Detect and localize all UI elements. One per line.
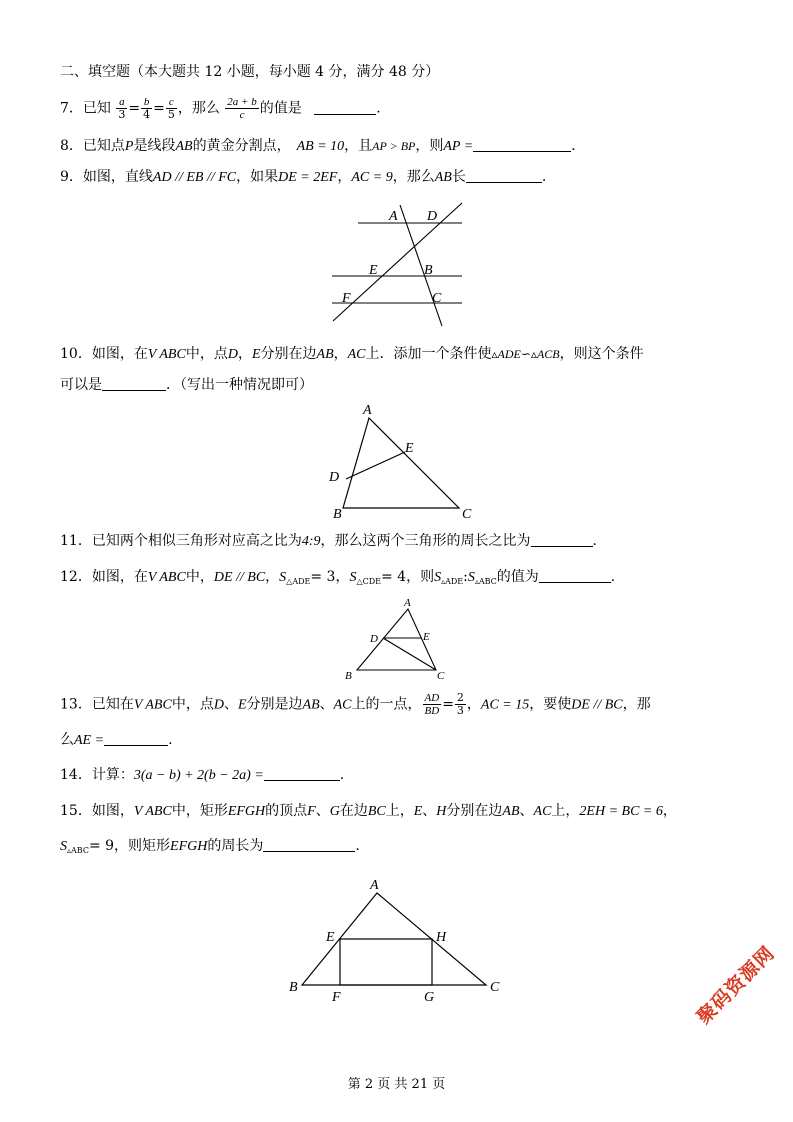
label-e: E	[326, 930, 335, 945]
label-e: E	[423, 631, 430, 643]
question-7: 7．已知 $\frac{a}{3}$ = $\frac{b}{4}$ = $\frac{c}{5}$ ，那么 $\frac{2a + b}{c}$ 的值是 .	[60, 96, 381, 121]
label-b: B	[424, 263, 433, 278]
vector-expression: 3(a − b) + 2(b − 2a) =	[133, 768, 264, 783]
question-12: 12．如图，在V ABC中，DE // BC，$S_{\triangle ADE}= 3$，$S_{\triangle CDE}= 4$，则$S_{▵ADE}:S_{▵ABC}$的值为 .	[60, 569, 616, 586]
section-header: 二、填空题（本大题共 12 小题，每小题 4 分，满分 48 分）	[60, 64, 440, 80]
question-13-cont: 么AE = .	[60, 732, 173, 748]
label-a: A	[389, 209, 398, 224]
question-9: 9．如图，直线AD // EB // FC，如果DE = 2EF，AC = 9，那么AB长 .	[60, 169, 547, 185]
fraction-a-3: $\frac{a}{3}$	[118, 96, 126, 121]
label-f: F	[342, 291, 351, 306]
fraction-b-4: $\frac{b}{4}$	[143, 96, 151, 121]
question-15-cont: $S_{▵ABC}= 9$，则矩形EFGH的周长为 .	[60, 838, 360, 855]
question-11: 11．已知两个相似三角形对应高之比为4:9，那么这两个三角形的周长之比为 .	[60, 533, 597, 549]
question-15: 15．如图，V ABC中，矩形EFGH的顶点F、G在边BC上，E、H分别在边AB、AC上，2EH = BC = 6，	[60, 803, 677, 819]
rectangle-efgh	[340, 939, 432, 985]
label-g: G	[424, 990, 435, 1005]
label-d: D	[370, 633, 378, 645]
label-e: E	[405, 441, 414, 456]
label-a: A	[404, 597, 411, 609]
question-10: 10．如图，在V ABC中，点D，E分别在边AB，AC上．添加一个条件使▵ADE∽▵ACB，则这个条件	[60, 346, 644, 362]
label-f: F	[332, 990, 341, 1005]
question-14: 14．计算：3(a − b) + 2(b − 2a) = .	[60, 767, 345, 783]
fraction-c-5: $\frac{c}{5}$	[167, 96, 175, 121]
label-c: C	[437, 670, 445, 682]
label-h: H	[436, 930, 447, 945]
fraction-2a-b-c: $\frac{2a + b}{c}$	[227, 96, 257, 121]
label-c: C	[490, 980, 500, 995]
label-c: C	[462, 507, 472, 522]
label-b: B	[345, 670, 352, 682]
page-footer: 第 2 页 共 21 页	[347, 1077, 446, 1092]
label-d: D	[329, 470, 340, 485]
label-d: D	[427, 209, 438, 224]
label-b: B	[333, 507, 342, 522]
label-c: C	[432, 291, 442, 306]
fraction-2-3: $\frac{2}{3}$	[456, 691, 464, 717]
question-10-cont: 可以是 ．（写出一种情况即可）	[60, 377, 313, 393]
label-e: E	[369, 263, 378, 278]
label-b: B	[289, 980, 298, 995]
question-8: 8．已知点P是线段AB的黄金分割点， AB = 10，且AP > BP，则AP = .	[60, 138, 576, 154]
fraction-ad-bd: $\frac{AD}{BD}$	[424, 692, 440, 717]
label-a: A	[363, 403, 372, 418]
label-a: A	[370, 878, 379, 893]
watermark: 聚码资源网	[692, 942, 780, 1029]
question-13: 13．已知在V ABC中，点D、E分别是边AB、AC上的一点， $\frac{AD}{BD}$ = $\frac{2}{3}$ ，AC = 15，要使DE // BC，那	[60, 691, 651, 717]
